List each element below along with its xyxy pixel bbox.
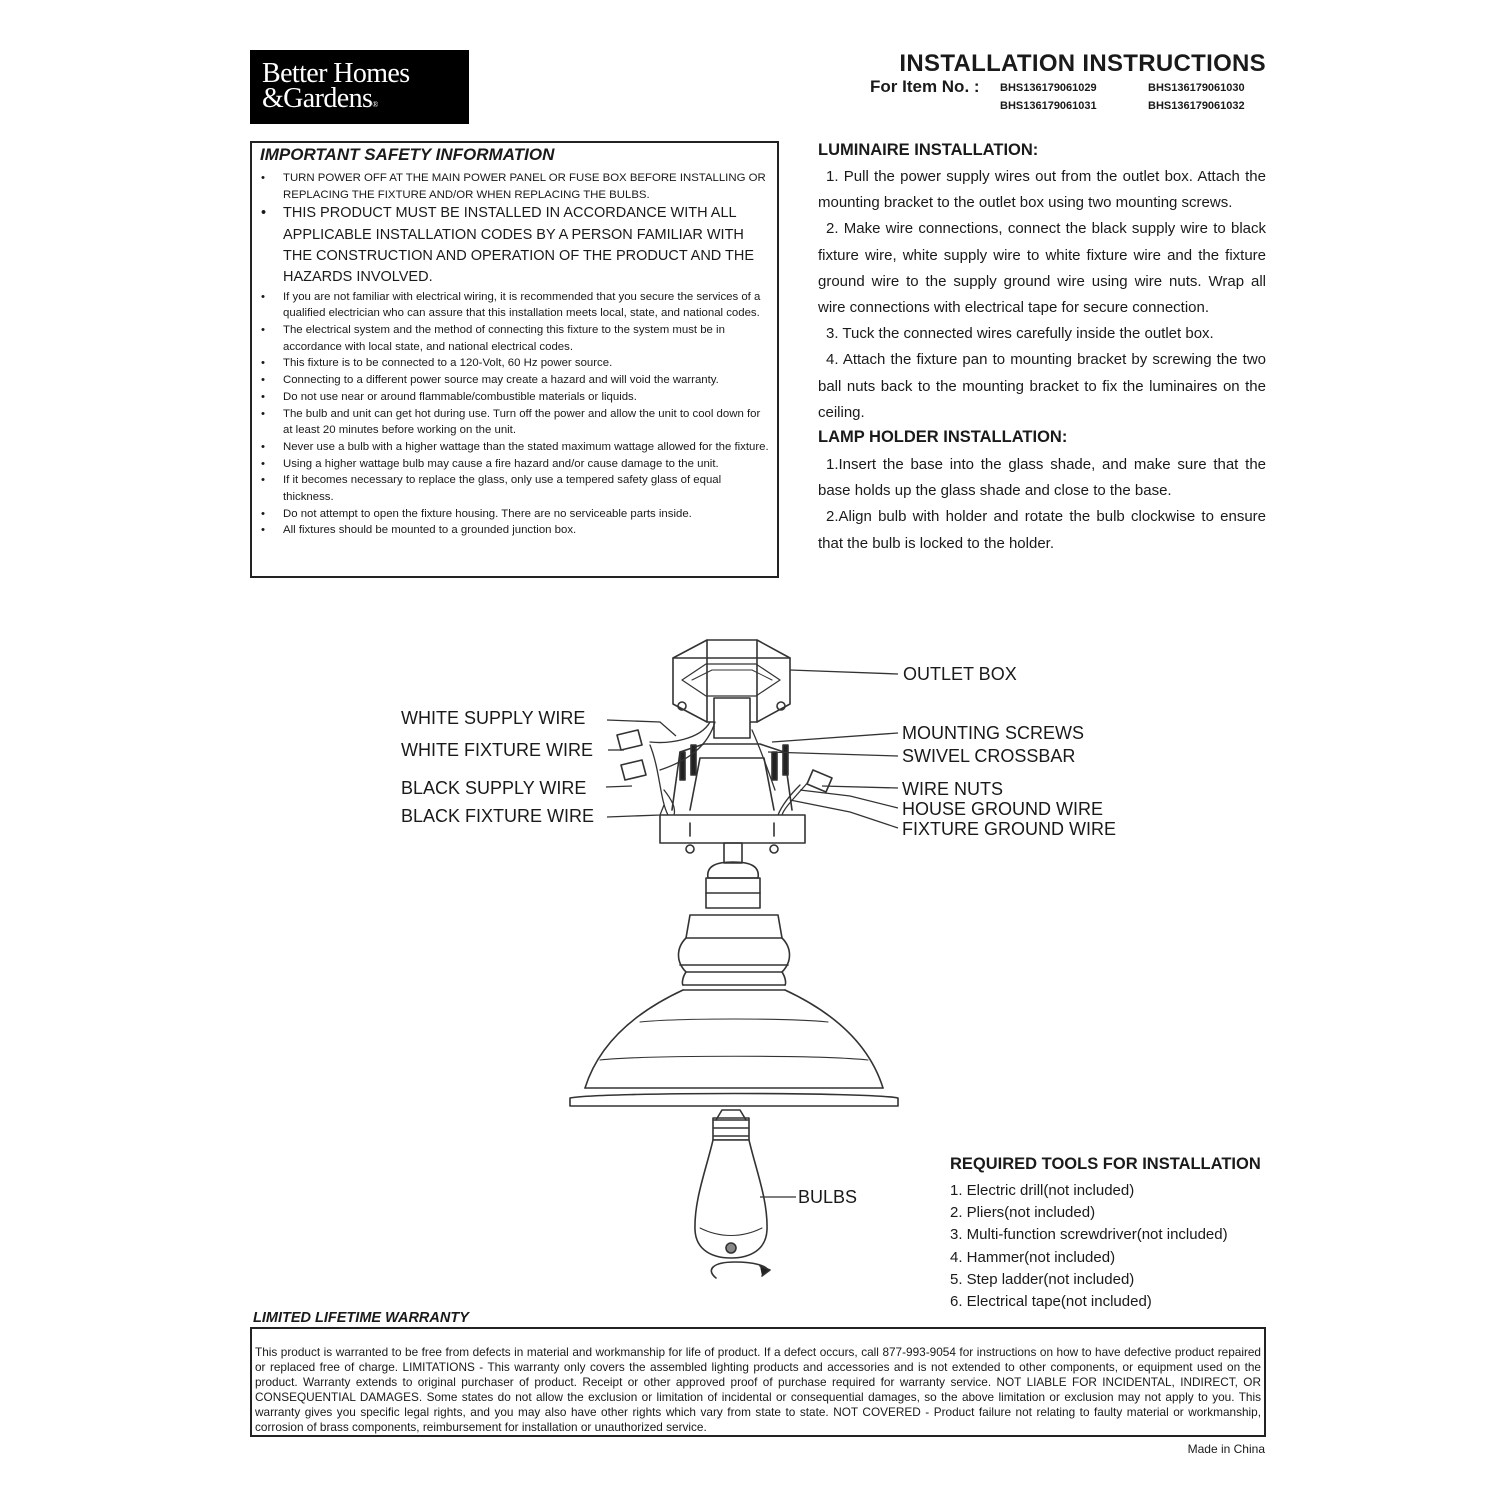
lamp-shade-drawing [570,915,898,1106]
required-tools-title: REQUIRED TOOLS FOR INSTALLATION [950,1155,1261,1173]
warranty-text: This product is warranted to be free from defects in material and workmanship for life of product. If a defect occurs, call 877-993-9054 for instructions on how to have defective product repaired or replaced free of charge. LIMITATIONS - This warranty only covers the assembled lighting products and accessories and is not extended to other components, or equipment used on the product. Warranty extends to original purchaser of product. Receipt or other approved proof of purchase required for warranty service. NOT LIABLE FOR INCIDENTAL, INDIRECT, OR CONSEQUENTIAL DAMAGES. Some states do not allow the exclusion or limitation of incidental or consequential damages, so the above limitation or exclusion may not apply to you. This warranty gives you specific legal rights, and you may also have other rights which vary from state to state. NOT COVERED - Product failure not relating to faulty material or workmanship, corrosion of brass components, reimbursement for installation or unauthorized service. [255,1345,1261,1434]
safety-item: • Do not use near or around flammable/combustible materials or liquids. [258,389,770,406]
safety-item: • Do not attempt to open the fixture housing. There are no serviceable parts inside. [258,506,770,523]
label-house-ground-wire: HOUSE GROUND WIRE [902,799,1104,819]
safety-item: • The electrical system and the method of connecting this fixture to the system must be in accordance with local state, and national electrical codes. [258,322,770,355]
tool-item: 5. Step ladder(not included) [950,1270,1135,1288]
logo-line-1: Better Homes [262,58,410,89]
label-fixture-ground-wire: FIXTURE GROUND WIRE [902,819,1116,839]
luminaire-step: 3. Tuck the connected wires carefully inside the outlet box. [826,325,1214,343]
canopy-drawing [660,815,805,853]
logo-registered-mark: ® [372,100,378,109]
callout-lines [606,670,898,1197]
safety-item: • If you are not familiar with electrical wiring, it is recommended that you secure the services of a qualified electrician who can assure that this installation meets local, state, and national codes. [258,289,770,322]
item-number: BHS136179061031 [1000,100,1097,112]
bulb-drawing [695,1110,767,1258]
safety-item: • THIS PRODUCT MUST BE INSTALLED IN ACCORDANCE WITH ALL APPLICABLE INSTALLATION CODES BY A PERSON FAMILIAR WITH THE CONSTRUCTION AND OPERATION OF THE PRODUCT AND THE HAZARDS INVOLVED. [258,203,770,288]
label-bulbs: BULBS [798,1187,858,1207]
label-swivel-crossbar: SWIVEL CROSSBAR [902,746,1076,766]
item-number: BHS136179061029 [1000,82,1097,94]
tool-item: 4. Hammer(not included) [950,1248,1116,1266]
luminaire-step: 2. Make wire connections, connect the black supply wire to black fixture wire, white supply wire to white fixture wire and the fixture ground wire to the supply ground wire using wire nuts. Wrap all wire connections with electrical tape for secure connection. [818,220,1266,317]
luminaire-step: 4. Attach the fixture pan to mounting bracket by screwing the two ball nuts back to the mounting bracket to fix the luminaires on the ceiling. [818,351,1266,421]
lamp-holder-installation-title: LAMP HOLDER INSTALLATION: [818,428,1068,446]
warranty-box [250,1327,1266,1437]
document-title: INSTALLATION INSTRUCTIONS [899,50,1266,77]
label-white-supply-wire: WHITE SUPPLY WIRE [401,708,586,728]
warranty-title: LIMITED LIFETIME WARRANTY [253,1310,469,1326]
wire-nuts-drawing [617,730,832,792]
safety-item: • All fixtures should be mounted to a grounded junction box. [258,522,770,539]
label-black-supply-wire: BLACK SUPPLY WIRE [401,778,587,798]
label-mounting-screws: MOUNTING SCREWS [902,723,1084,743]
safety-item: • This fixture is to be connected to a 120-Volt, 60 Hz power source. [258,355,770,372]
item-number-label: For Item No. : [870,77,980,96]
item-number: BHS136179061030 [1148,82,1245,94]
safety-item: • Using a higher wattage bulb may cause a fire hazard and/or cause damage to the unit. [258,456,770,473]
outlet-box-drawing [673,640,790,738]
required-tools-list [950,1180,1228,1313]
label-wire-nuts: WIRE NUTS [902,779,1003,799]
safety-item: • The bulb and unit can get hot during use. Turn off the power and allow the unit to cool down for at least 20 minutes before working on the unit. [258,406,770,439]
label-white-fixture-wire: WHITE FIXTURE WIRE [401,740,593,760]
rotation-arrow-icon [711,1262,770,1278]
safety-item: • Connecting to a different power source may create a hazard and will void the warranty. [258,372,770,389]
safety-title: IMPORTANT SAFETY INFORMATION [260,145,555,164]
label-outlet-box: OUTLET BOX [903,664,1017,684]
tool-item: 2. Pliers(not included) [950,1204,1096,1222]
tool-item: 3. Multi-function screwdriver(not included) [950,1226,1228,1244]
safety-item: • Never use a bulb with a higher wattage than the stated maximum wattage allowed for the fixture. [258,439,770,456]
tool-item: 6. Electrical tape(not included) [950,1293,1152,1311]
safety-item: • If it becomes necessary to replace the glass, only use a tempered safety glass of equal thickness. [258,472,770,505]
tool-item: 1. Electric drill(not included) [950,1182,1135,1199]
luminaire-step: 1. Pull the power supply wires out from the outlet box. Attach the mounting bracket to the outlet box using two mounting screws. [818,168,1266,212]
luminaire-installation-title: LUMINAIRE INSTALLATION: [818,141,1039,159]
label-black-fixture-wire: BLACK FIXTURE WIRE [401,806,595,826]
item-number: BHS136179061032 [1148,100,1245,112]
made-in-label: Made in China [1187,1442,1265,1456]
lamp-holder-step: 1.Insert the base into the glass shade, and make sure that the base holds up the glass shade and close to the base. [818,456,1266,500]
lamp-holder-step: 2.Align bulb with holder and rotate the bulb clockwise to ensure that the bulb is locked to the holder. [818,508,1266,552]
stem-drawing [706,843,760,908]
safety-item: • TURN POWER OFF AT THE MAIN POWER PANEL OR FUSE BOX BEFORE INSTALLING OR REPLACING THE FIXTURE AND/OR WHEN REPLACING THE BULBS. [258,170,770,203]
logo-line-2-text: &Gardens [262,83,373,114]
